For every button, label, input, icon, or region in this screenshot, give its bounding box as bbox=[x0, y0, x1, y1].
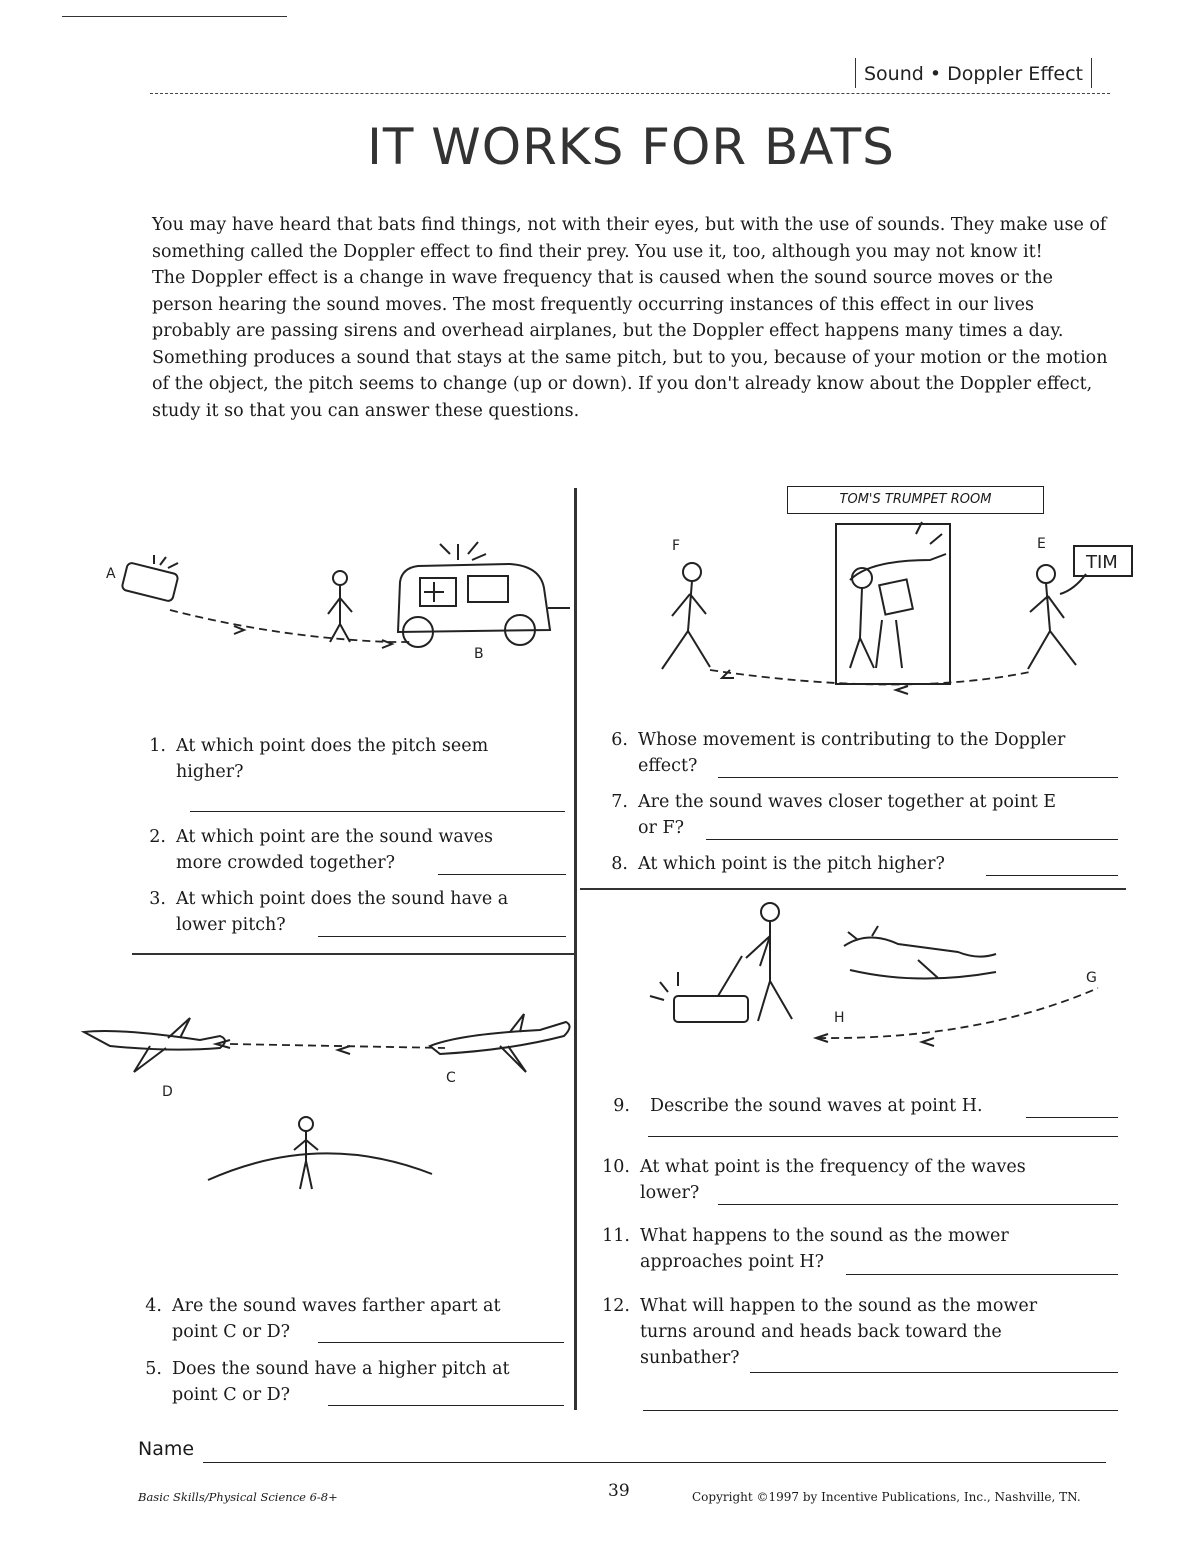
airplane-right-icon bbox=[430, 1014, 570, 1072]
ambulance-icon bbox=[398, 542, 570, 647]
point-e-label: E bbox=[1037, 536, 1046, 552]
distant-ambulance-icon bbox=[121, 555, 178, 602]
walking-boy-left-icon bbox=[662, 563, 710, 669]
intro-text bbox=[152, 212, 1112, 424]
page-title: IT WORKS FOR BATS bbox=[367, 118, 895, 176]
intro-paragraph-1: You may have heard that bats find things, not with their eyes, but with the use of sounds. They make use of something called the Doppler effect to find their prey. You use it, too, although you may not know it! bbox=[152, 215, 1107, 262]
point-h-label: H bbox=[834, 1010, 845, 1026]
question-number: 10. bbox=[602, 1157, 630, 1177]
answer-line-4[interactable] bbox=[318, 1342, 564, 1343]
trumpet-room-illustration bbox=[600, 520, 1120, 700]
vertical-divider bbox=[574, 488, 577, 1410]
trumpet-room-sign: TOM'S TRUMPET ROOM bbox=[787, 486, 1044, 514]
answer-line-9b[interactable] bbox=[648, 1136, 1118, 1137]
point-b-label: B bbox=[474, 646, 484, 662]
arrow-icon bbox=[338, 1046, 350, 1054]
question-number: 12. bbox=[602, 1296, 630, 1316]
answer-line-6[interactable] bbox=[718, 777, 1118, 778]
copyright: Copyright ©1997 by Incentive Publications, Inc., Nashville, TN. bbox=[692, 1490, 1081, 1504]
answer-line-5[interactable] bbox=[328, 1405, 564, 1406]
answer-line-9a[interactable] bbox=[1026, 1117, 1118, 1118]
answer-line-7[interactable] bbox=[706, 839, 1118, 840]
top-edge-line bbox=[62, 16, 287, 17]
question-number: 3. bbox=[149, 889, 166, 909]
left-section-divider bbox=[132, 953, 576, 955]
answer-line-10[interactable] bbox=[718, 1204, 1118, 1205]
arrow-icon bbox=[922, 1038, 934, 1046]
name-line[interactable] bbox=[203, 1462, 1106, 1463]
intro-paragraph-2: The Doppler effect is a change in wave frequency that is caused when the sound source moves or the person hearing the sound moves. The most frequently occurring instances of this effect in our lives probably are passing sirens and overhead airplanes, but the Doppler effect happens many times a day. Something produces a sound that stays at the same pitch, but to you, because of your motion or the motion of the object, the pitch seems to change (up or down). If you don't already know about the Doppler effect, study it so that you can answer these questions. bbox=[152, 268, 1108, 421]
sunbather-icon bbox=[844, 926, 996, 979]
book-title: Basic Skills/Physical Science 6-8+ bbox=[138, 1490, 338, 1504]
answer-line-12a[interactable] bbox=[750, 1372, 1118, 1373]
person-mowing-icon bbox=[746, 903, 792, 1021]
answer-line-3[interactable] bbox=[318, 936, 566, 937]
answer-line-11[interactable] bbox=[846, 1274, 1118, 1275]
arrow-icon bbox=[234, 626, 244, 634]
ambulance-illustration bbox=[100, 520, 570, 670]
lawn-mower-icon bbox=[650, 956, 748, 1022]
horizon-arc bbox=[208, 1153, 432, 1180]
question-number: 4. bbox=[145, 1296, 162, 1316]
name-label: Name bbox=[138, 1438, 195, 1460]
question-number: 9. bbox=[613, 1096, 630, 1116]
name-tag-text: TIM bbox=[1086, 552, 1118, 573]
point-f-label: F bbox=[672, 538, 681, 554]
airplane-left-icon bbox=[84, 1018, 225, 1072]
right-section-divider bbox=[580, 888, 1126, 890]
header-rule bbox=[150, 93, 1110, 94]
topic-tag: Sound • Doppler Effect bbox=[855, 58, 1092, 88]
question-number: 8. bbox=[611, 854, 628, 874]
walking-boy-right-icon bbox=[1028, 565, 1086, 669]
page-number: 39 bbox=[608, 1481, 630, 1501]
answer-line-2[interactable] bbox=[438, 874, 566, 875]
question-number: 2. bbox=[149, 827, 166, 847]
pedestrian-icon bbox=[328, 571, 352, 642]
point-c-label: C bbox=[446, 1070, 456, 1086]
question-number: 11. bbox=[602, 1226, 630, 1246]
question-number: 5. bbox=[145, 1359, 162, 1379]
question-number: 1. bbox=[149, 736, 166, 756]
point-d-label: D bbox=[162, 1084, 173, 1100]
answer-line-1[interactable] bbox=[190, 811, 565, 812]
answer-line-12b[interactable] bbox=[643, 1410, 1118, 1411]
doorway-icon bbox=[836, 522, 950, 684]
answer-line-8[interactable] bbox=[986, 875, 1118, 876]
question-number: 6. bbox=[611, 730, 628, 750]
point-a-label: A bbox=[106, 566, 116, 582]
arrow-icon bbox=[896, 686, 908, 694]
point-g-label: G bbox=[1086, 970, 1097, 986]
question-number: 7. bbox=[611, 792, 628, 812]
mower-illustration bbox=[618, 900, 1118, 1050]
airplane-illustration bbox=[80, 1010, 580, 1190]
